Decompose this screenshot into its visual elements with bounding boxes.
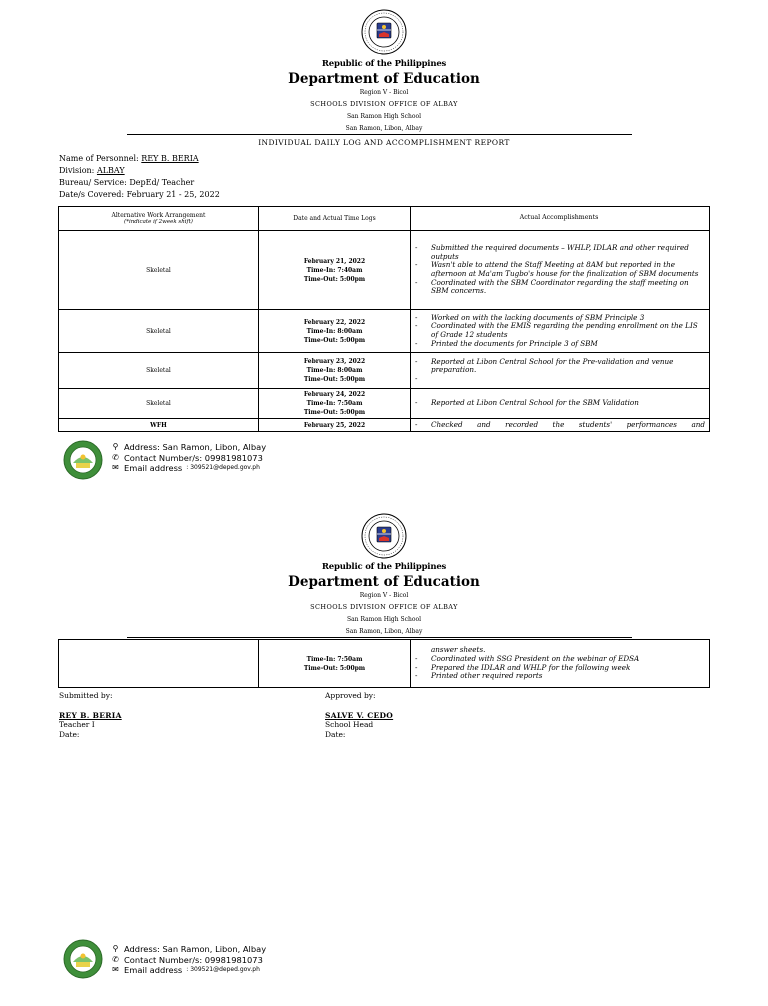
list-item: - Checked and recorded the students' performances and <box>413 421 705 430</box>
footer-address-row <box>110 944 266 955</box>
document-page-2 <box>0 503 768 1006</box>
log-time-out: Time-Out: 5:00pm <box>303 336 366 344</box>
list-item: - Wasn't able to attend the Staff Meeting at 8AM but reported in the afternoon at Ma'am Tugbo's house for the finalization of SBM documents <box>413 261 705 278</box>
submitted-by-block <box>59 691 122 739</box>
log-date: February 24, 2022 <box>303 391 366 398</box>
footer-address-row <box>110 442 266 453</box>
bureau-value: DepEd/ Teacher <box>129 178 195 187</box>
division-line <box>59 166 125 175</box>
footer-contact-number: Contact Number/s: 09981981073 <box>124 452 263 463</box>
list-item: - Submitted the required documents – WHLP, IDLAR and other required outputs <box>413 244 705 261</box>
footer-contact <box>110 442 266 474</box>
table-row <box>59 231 710 310</box>
accomplishments-cell <box>411 353 710 389</box>
submitted-by-label: Submitted by: <box>59 691 113 700</box>
approved-by-label: Approved by: <box>325 691 376 700</box>
log-date: February 21, 2022 <box>303 257 366 265</box>
submitted-by-position: Teacher I <box>59 720 95 730</box>
approved-by-block <box>325 691 393 739</box>
region-text: Region V - Bicol <box>359 89 409 96</box>
deped-seal-icon <box>361 9 407 55</box>
list-item: - Reported at Libon Central School for the Pre-validation and venue preparation. <box>413 358 705 375</box>
col-arrangement-header <box>59 207 259 231</box>
continued-text: answer sheets. <box>431 645 486 655</box>
list-item: - Coordinated with SSG President on the webinar of EDSA <box>413 655 705 664</box>
table-row <box>59 640 710 688</box>
log-time-out: Time-Out: 5:00pm <box>303 664 366 672</box>
list-item: - Reported at Libon Central School for the SBM Validation <box>413 399 705 408</box>
submitted-by-name: REY B. BERIA <box>59 710 122 720</box>
table-row <box>59 353 710 389</box>
log-time-in: Time-In: 8:00am <box>306 367 363 374</box>
log-time-in: Time-In: 8:00am <box>306 327 363 335</box>
report-title: INDIVIDUAL DAILY LOG AND ACCOMPLISHMENT REPORT <box>258 138 510 147</box>
arrangement-cell: WFH <box>59 419 259 432</box>
daily-log-table-continued <box>58 639 710 688</box>
list-item: - Worked on with the lacking documents of SBM Principle 3 <box>413 314 705 323</box>
phone-icon: ✆ <box>112 452 119 462</box>
arrangement-cell: Skeletal <box>59 231 259 310</box>
personnel-name-label: Name of Personnel: <box>59 154 139 163</box>
email-icon: ✉ <box>112 463 119 473</box>
school-address-text: San Ramon, Libon, Albay <box>345 125 423 132</box>
footer-address: Address: San Ramon, Libon, Albay <box>124 442 267 452</box>
department-title: Department of Education <box>288 574 480 590</box>
list-item: - Printed other required reports <box>413 672 705 681</box>
department-title: Department of Education <box>288 71 480 87</box>
table-row <box>59 310 710 353</box>
log-time-out: Time-Out: 5:00pm <box>303 275 366 283</box>
footer-email-row <box>110 463 266 474</box>
log-time-in: Time-In: 7:50am <box>306 655 363 663</box>
school-logo-icon <box>63 440 103 480</box>
log-time-in: Time-In: 7:40am <box>306 266 363 274</box>
arrangement-cell: Skeletal <box>59 353 259 389</box>
approved-by-position: School Head <box>325 720 374 730</box>
footer-contact-number: Contact Number/s: 09981981073 <box>124 954 263 965</box>
location-pin-icon: ⚲ <box>112 944 119 953</box>
approved-by-name: SALVE V. CEDO <box>325 710 394 720</box>
date-cell <box>259 231 411 310</box>
table-header-row <box>59 207 710 231</box>
dates-covered-value: February 21 - 25, 2022 <box>126 190 220 199</box>
footer-email-value: : 309521@deped.gov.ph <box>186 464 260 472</box>
footer-contact-row <box>110 955 266 966</box>
table-row <box>59 389 710 419</box>
daily-log-table <box>58 206 710 432</box>
republic-text: Republic of the Philippines <box>321 562 447 572</box>
col-accomplishments-header: Actual Accomplishments <box>411 207 710 231</box>
footer-email-label: Email address <box>124 463 183 474</box>
deped-seal-icon <box>361 513 407 559</box>
accomplishments-cell <box>411 640 710 688</box>
division-label: Division: <box>59 166 95 175</box>
arrangement-cell: Skeletal <box>59 389 259 419</box>
list-item: - Prepared the IDLAR and WHLP for the following week <box>413 664 705 673</box>
accomplishments-cell <box>411 389 710 419</box>
school-logo-icon <box>63 939 103 979</box>
date-cell <box>259 640 411 688</box>
personnel-name-line <box>59 154 199 163</box>
header-rule <box>127 637 632 638</box>
accomplishments-cell <box>411 310 710 353</box>
col-arrangement-sub: (*indicate if 2week shift) <box>124 219 193 225</box>
footer-contact-row <box>110 453 266 464</box>
col-date-header: Date and Actual Time Logs <box>259 207 411 231</box>
header-rule <box>127 134 632 135</box>
date-cell <box>259 310 411 353</box>
region-text: Region V - Bicol <box>359 592 409 599</box>
dates-covered-line <box>59 190 220 199</box>
school-text: San Ramon High School <box>346 113 421 120</box>
accomplishments-cell <box>411 231 710 310</box>
col-arrangement-title: Alternative Work Arrangement <box>111 212 206 219</box>
log-date: February 23, 2022 <box>303 358 366 365</box>
approved-by-date: Date: <box>325 729 346 739</box>
email-icon: ✉ <box>112 965 119 975</box>
arrangement-cell: Skeletal <box>59 310 259 353</box>
footer-email-value: : 309521@deped.gov.ph <box>186 966 260 974</box>
list-item: - Printed the documents for Principle 3 of SBM <box>413 340 705 349</box>
arrangement-cell <box>59 640 259 688</box>
log-time-out: Time-Out: 5:00pm <box>303 409 366 416</box>
log-time-in: Time-In: 7:50am <box>306 400 363 407</box>
footer-email-label: Email address <box>124 965 183 976</box>
log-date: February 25, 2022 <box>303 421 366 429</box>
school-address-text: San Ramon, Libon, Albay <box>345 628 423 635</box>
list-item <box>413 375 705 384</box>
log-date: February 22, 2022 <box>303 318 366 326</box>
footer-contact <box>110 944 266 976</box>
personnel-name-value: REY B. BERIA <box>141 154 199 163</box>
date-cell <box>259 419 411 432</box>
dates-covered-label: Date/s Covered: <box>59 190 125 199</box>
footer-email-row <box>110 965 266 976</box>
accomplishments-cell <box>411 419 710 432</box>
division-value: ALBAY <box>96 166 125 175</box>
bureau-line <box>59 178 194 187</box>
list-item: - Coordinated with the SBM Coordinator regarding the staff meeting on SBM concerns. <box>413 279 705 296</box>
division-office-text: SCHOOLS DIVISION OFFICE OF ALBAY <box>310 603 458 611</box>
school-text: San Ramon High School <box>346 616 421 623</box>
date-cell <box>259 389 411 419</box>
republic-text: Republic of the Philippines <box>321 59 447 69</box>
bureau-label: Bureau/ Service: <box>59 178 127 187</box>
division-office-text: SCHOOLS DIVISION OFFICE OF ALBAY <box>310 100 458 108</box>
list-item: - Coordinated with the EMIS regarding the pending enrollment on the LIS of Grade 12 students <box>413 322 705 339</box>
date-cell <box>259 353 411 389</box>
location-pin-icon: ⚲ <box>112 442 119 451</box>
submitted-by-date: Date: <box>59 729 80 739</box>
table-row <box>59 419 710 432</box>
footer-address: Address: San Ramon, Libon, Albay <box>124 944 267 954</box>
phone-icon: ✆ <box>112 954 119 964</box>
log-time-out: Time-Out: 5:00pm <box>303 376 366 383</box>
